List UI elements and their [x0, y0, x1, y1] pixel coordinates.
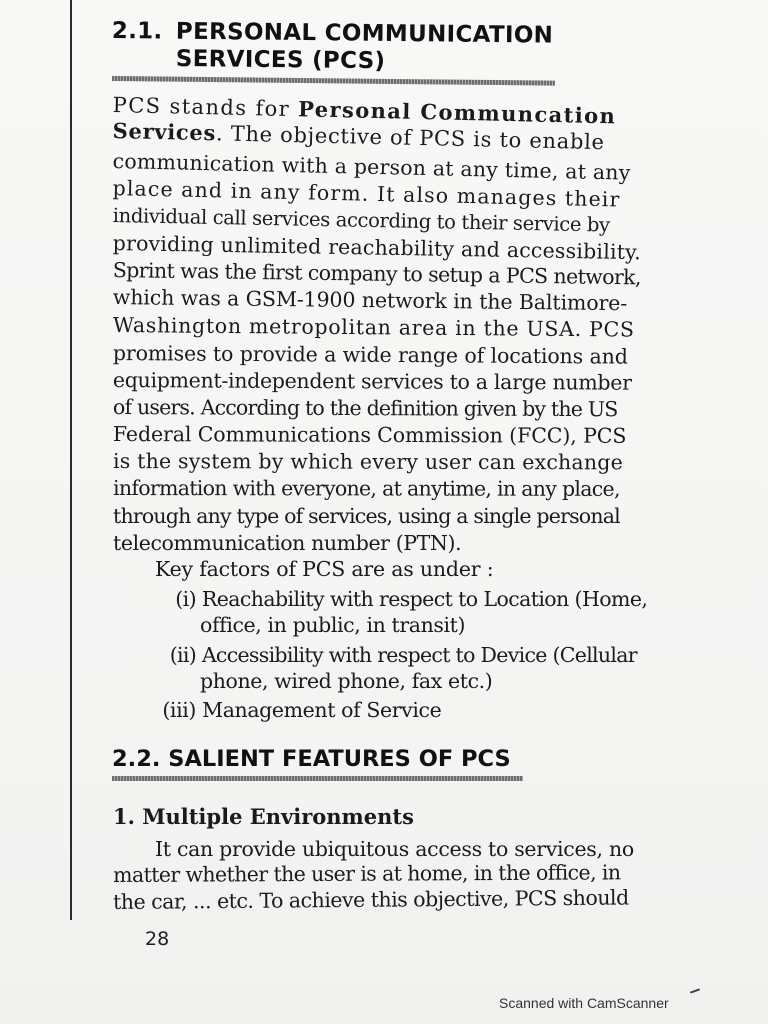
heading-underline: [112, 76, 555, 86]
section-heading-2-1: [112, 18, 554, 49]
list-item-text: Reachability with respect to Location (Home,: [201, 587, 648, 611]
section-number: 2.2.: [112, 746, 161, 772]
paragraph-line: communication with a person at any time, at any: [112, 148, 631, 185]
list-item: [158, 586, 647, 612]
section-title: SALIENT FEATURES OF PCS: [168, 746, 511, 772]
paragraph-line: Sprint was the first company to setup a PCS network,: [112, 257, 642, 290]
list-item: [158, 642, 637, 668]
text-run: PCS stands for: [112, 92, 299, 122]
paragraph-line: promises to provide a wide range of locations and: [112, 340, 628, 369]
list-item: [150, 697, 441, 723]
list-marker: (i): [175, 587, 196, 611]
list-marker: (iii): [162, 698, 196, 722]
key-factors-intro: Key factors of PCS are as under :: [155, 557, 494, 581]
paragraph-line: information with everyone, at anytime, in any place,: [112, 476, 620, 501]
paragraph-line: Washington metropolitan area in the USA. PCS: [112, 312, 635, 342]
paragraph-line: through any type of services, using a single personal: [113, 504, 620, 528]
list-item-continuation: office, in public, in transit): [200, 613, 466, 637]
paragraph-line: It can provide ubiquitous access to services, no: [155, 837, 634, 861]
paragraph-line: place and in any form. It also manages their: [112, 175, 621, 212]
list-item-text: Management of Service: [202, 698, 442, 722]
paragraph-line: of users. According to the definition given by the US: [112, 395, 618, 422]
subsection-title: 1. Multiple Environments: [113, 804, 414, 829]
page-number: 28: [145, 928, 170, 950]
paragraph-line: equipment-independent services to a large number: [112, 368, 632, 395]
paragraph-line: is the system by which every user can exchange: [112, 449, 623, 475]
paragraph-line: telecommunication number (PTN).: [113, 531, 462, 555]
list-item-continuation: phone, wired phone, fax etc.): [200, 669, 493, 693]
paragraph-line: individual call services according to their service by: [112, 203, 610, 237]
list-item-text: Accessibility with respect to Device (Cellular: [201, 643, 637, 667]
section-title-line2: SERVICES (PCS): [175, 46, 386, 75]
paragraph-line: Federal Communications Commission (FCC), PCS: [112, 422, 627, 448]
bold-term: Services: [112, 118, 217, 146]
section-title-line1: PERSONAL COMMUNICATION: [175, 18, 554, 49]
paragraph-line: matter whether the user is at home, in the office, in: [113, 860, 621, 887]
section-heading-2-2: [112, 746, 511, 772]
paragraph-line: providing unlimited reachability and accessibility.: [112, 230, 642, 265]
text-run: . The objective of PCS is to enable: [215, 121, 605, 155]
scan-mark-stroke: [690, 988, 700, 993]
section-number: 2.1.: [111, 18, 163, 45]
paragraph-line: the car, ... etc. To achieve this objective, PCS should: [113, 885, 629, 914]
list-marker: (ii): [169, 643, 196, 667]
page-edge-line: [70, 0, 72, 920]
heading-underline: [112, 776, 523, 781]
scanner-watermark: Scanned with CamScanner: [499, 995, 669, 1011]
bold-term: Personal Communcation: [297, 96, 617, 129]
paragraph-line: which was a GSM-1900 network in the Baltimore-: [112, 284, 628, 316]
